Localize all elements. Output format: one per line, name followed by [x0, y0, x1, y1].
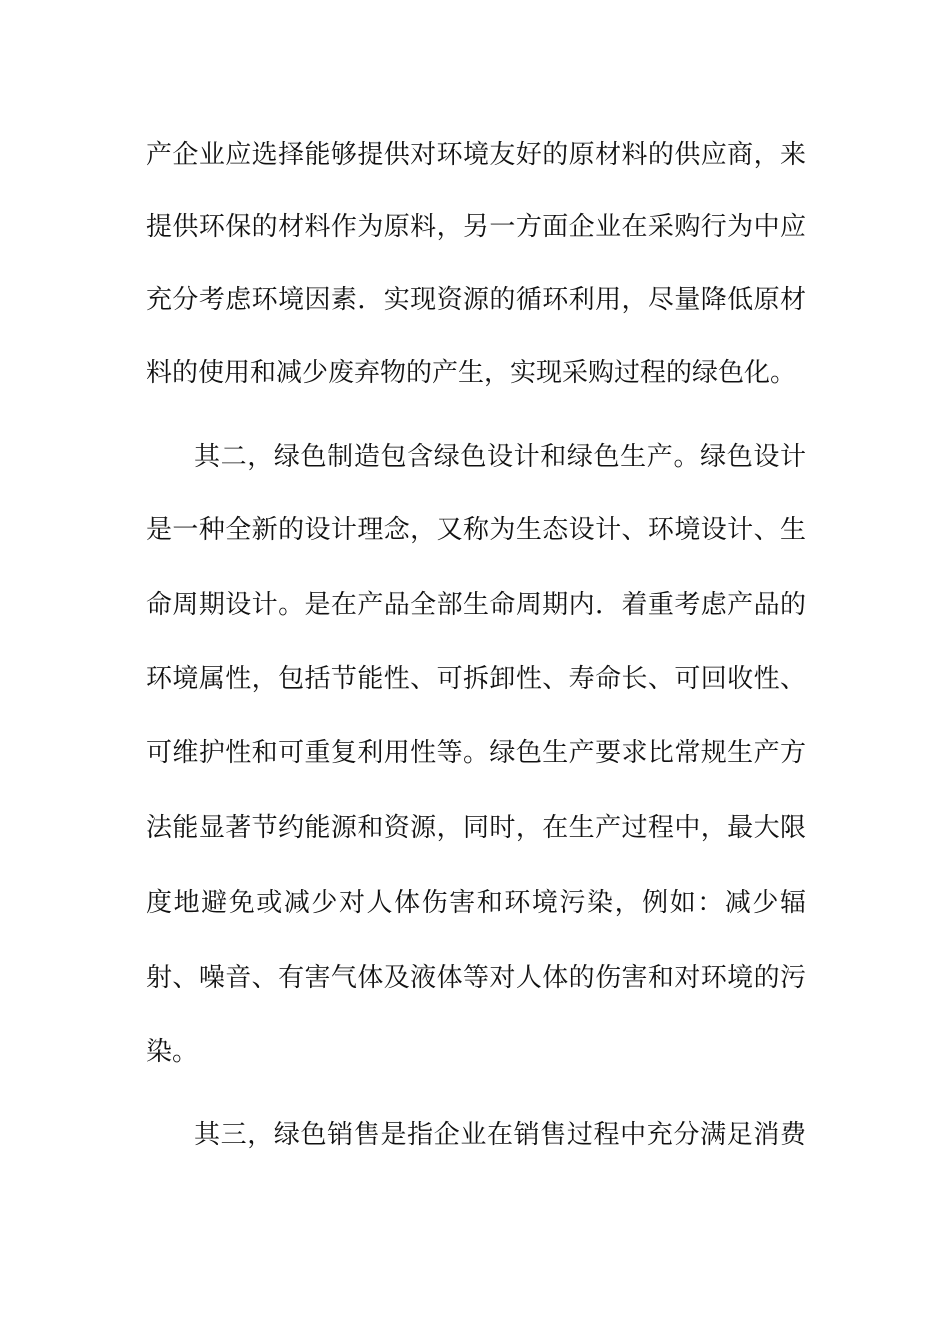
text-line-6: 是一种全新的设计理念，又称为生态设计、环境设计、生	[146, 515, 806, 545]
text-line-1: 产企业应选择能够提供对环境友好的原材料的供应商，来	[146, 140, 806, 170]
paragraph-2-first-line: 其二，绿色制造包含绿色设计和绿色生产。绿色设计	[194, 442, 806, 472]
text-line-9: 可维护性和可重复利用性等。绿色生产要求比常规生产方	[146, 738, 806, 768]
paragraph-3-first-line: 其三，绿色销售是指企业在销售过程中充分满足消费	[194, 1120, 806, 1150]
text-line-8: 环境属性，包括节能性、可拆卸性、寿命长、可回收性、	[146, 664, 806, 694]
text-line-12: 射、噪音、有害气体及液体等对人体的伤害和对环境的污	[146, 963, 806, 993]
text-line-4: 料的使用和减少废弃物的产生，实现采购过程的绿色化。	[146, 358, 797, 388]
text-line-13: 染。	[146, 1037, 199, 1067]
text-line-7: 命周期设计。是在产品全部生命周期内．着重考虑产品的	[146, 590, 806, 620]
text-line-11: 度地避免或减少对人体伤害和环境污染，例如：减少辐	[146, 888, 806, 918]
text-line-2: 提供环保的材料作为原料，另一方面企业在采购行为中应	[146, 212, 806, 242]
text-line-10: 法能显著节约能源和资源，同时，在生产过程中，最大限	[146, 813, 806, 843]
text-line-3: 充分考虑环境因素．实现资源的循环利用，尽量降低原材	[146, 285, 806, 315]
